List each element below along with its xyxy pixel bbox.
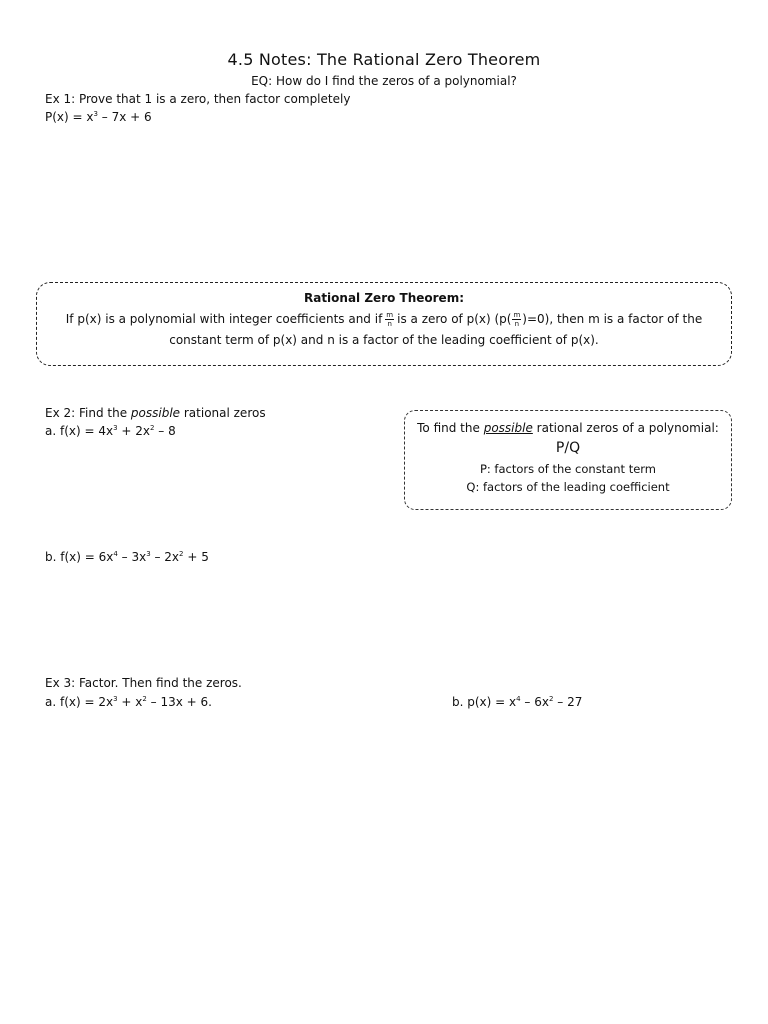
pq-head-b: rational zeros of a polynomial: [532, 421, 719, 435]
ex2b-exp3: 2 [179, 550, 184, 558]
ex3a-mid1: + x [117, 695, 143, 709]
ex3b-function [452, 695, 582, 709]
ex1-func-suffix: – 7x + 6 [97, 110, 152, 124]
pq-p-definition: P: factors of the constant term [479, 462, 657, 476]
pq-q-definition: Q: factors of the leading coefficient [466, 480, 670, 494]
ex3a-suffix: – 13x + 6. [146, 695, 212, 709]
ex2a-suffix: – 8 [154, 424, 176, 438]
theorem-line1-part-b: is a zero of p(x) (p( [397, 312, 512, 326]
ex2a-exp2: 2 [149, 424, 155, 432]
ex3b-mid: – 6x [520, 695, 549, 709]
pq-ratio: P/Q [555, 440, 581, 456]
theorem-title: Rational Zero Theorem: [303, 291, 464, 305]
ex3a-function [45, 695, 212, 709]
ex2a-mid: + 2x [117, 424, 150, 438]
pq-head-a: To find the [417, 421, 484, 435]
fraction-denominator: n [387, 320, 392, 328]
ex1-func-prefix: P(x) = x [45, 110, 94, 124]
page-title: 4.5 Notes: The Rational Zero Theorem [227, 50, 541, 69]
ex1-prompt: Ex 1: Prove that 1 is a zero, then factor completely [45, 92, 351, 106]
fraction-m-over-n [385, 311, 394, 328]
ex2b-prefix: b. f(x) = 6x [45, 550, 114, 564]
pq-heading [404, 421, 732, 435]
fraction-arg-denominator: n [514, 320, 520, 328]
fraction-arg-numerator: m [513, 311, 521, 319]
ex3a-prefix: a. f(x) = 2x [45, 695, 114, 709]
fraction-numerator: m [386, 311, 394, 319]
ex2-prompt-italic: possible [130, 406, 181, 420]
ex2b-mid2: – 2x [150, 550, 180, 564]
ex2b-mid1: – 3x [117, 550, 147, 564]
theorem-line1-part-a: If p(x) is a polynomial with integer coefficients and if [65, 312, 383, 326]
ex2a-prefix: a. f(x) = 4x [45, 424, 114, 438]
ex2b-exp2: 3 [146, 550, 151, 558]
ex2a-function [45, 424, 176, 438]
pq-head-italic: possible [483, 421, 533, 435]
theorem-line-1 [0, 311, 768, 328]
ex1-function [45, 110, 152, 124]
ex3a-exp2: 2 [142, 695, 147, 703]
ex2-prompt-a: Ex 2: Find the [45, 406, 131, 420]
ex3a-exp1: 3 [113, 695, 118, 703]
ex2b-suffix: + 5 [183, 550, 209, 564]
ex3-prompt: Ex 3: Factor. Then find the zeros. [45, 676, 242, 690]
essential-question: EQ: How do I find the zeros of a polynomial? [251, 74, 517, 88]
ex1-func-exp: 3 [93, 110, 98, 118]
ex2-prompt-b: rational zeros [180, 406, 266, 420]
ex2a-exp1: 3 [113, 424, 118, 432]
ex2-prompt [45, 406, 266, 420]
theorem-line-2: constant term of p(x) and n is a factor of the leading coefficient of p(x). [169, 333, 599, 347]
ex3b-prefix: b. p(x) = x [452, 695, 517, 709]
theorem-line1-part-c: )=0), then m is a factor of the [522, 312, 703, 326]
ex3b-exp1: 4 [516, 695, 521, 703]
fraction-m-over-n-arg [512, 311, 521, 328]
ex3b-exp2: 2 [548, 695, 554, 703]
ex3b-suffix: – 27 [553, 695, 583, 709]
ex2b-exp1: 4 [113, 550, 118, 558]
ex2b-function [45, 550, 209, 564]
